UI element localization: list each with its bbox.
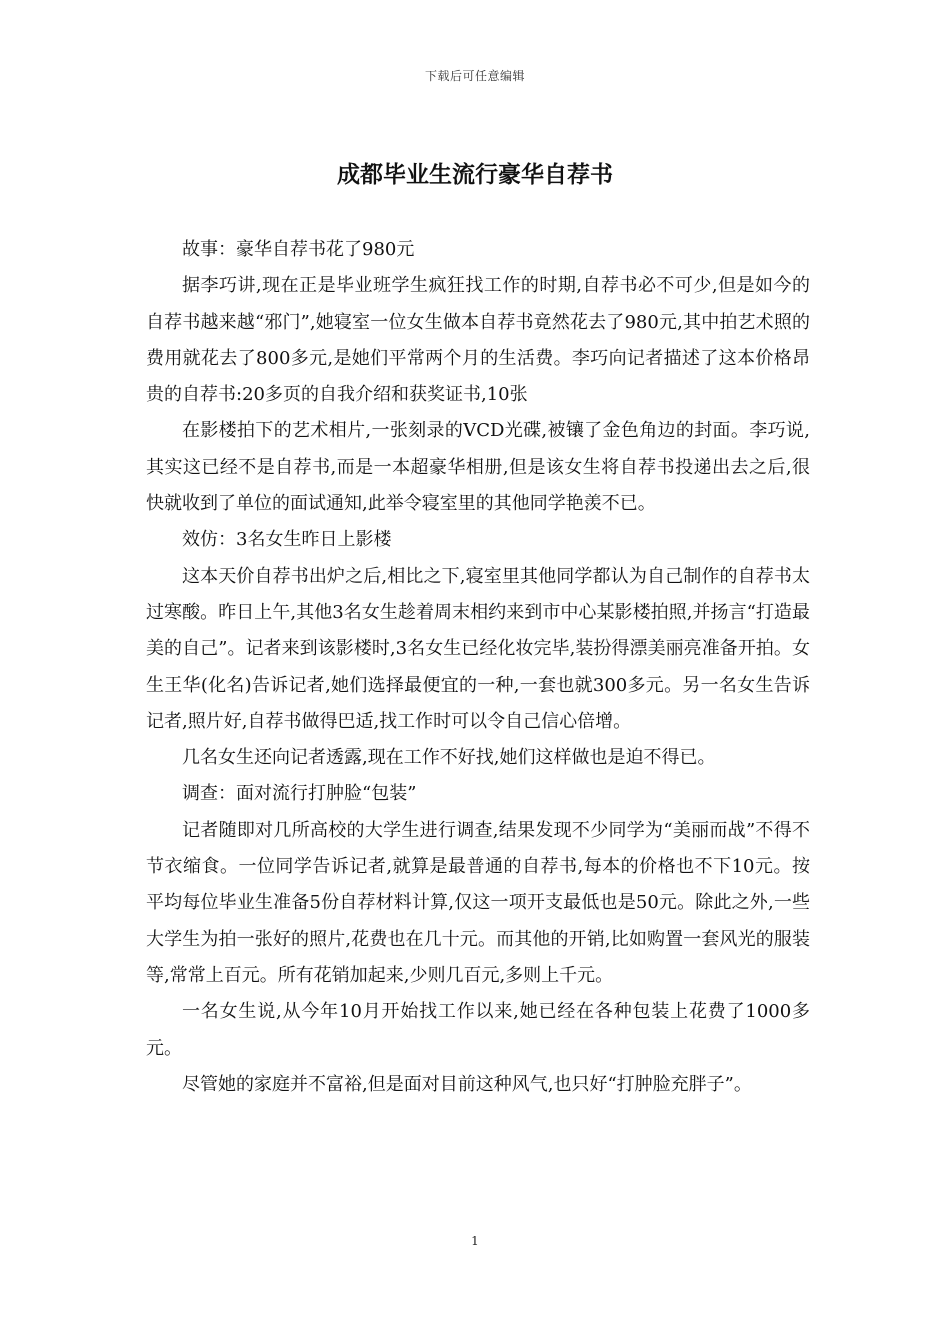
- document-title: 成都毕业生流行豪华自荐书: [337, 162, 613, 188]
- paragraph: 记者随即对几所高校的大学生进行调查,结果发现不少同学为“美丽而战”不得不节衣缩食。一位同学告诉记者,就算是最普通的自荐书,每本的价格也不下10元。按平均每位毕业生准备5份自荐材料计算,仅这一项开支最低也是50元。除此之外,一些大学生为拍一张好的照片,花费也在几十元。而其他的开销,比如购置一套风光的服装等,常常上百元。所有花销加起来,少则几百元,多则上千元。: [146, 819, 810, 986]
- paragraph: 据李巧讲,现在正是毕业班学生疯狂找工作的时期,自荐书必不可少,但是如今的自荐书越来越“邪门”,她寝室一位女生做本自荐书竟然花去了980元,其中拍艺术照的费用就花去了800多元,是她们平常两个月的生活费。李巧向记者描述了这本价格昂贵的自荐书:20多页的自我介绍和获奖证书,10张: [146, 275, 810, 406]
- paragraph: 这本天价自荐书出炉之后,相比之下,寝室里其他同学都认为自己制作的自荐书太过寒酸。昨日上午,其他3名女生趁着周末相约来到市中心某影楼拍照,并扬言“打造最美的自己”。记者来到该影楼时,3名女生已经化妆完毕,装扮得漂美丽亮准备开拍。女生王华(化名)告诉记者,她们选择最便宜的一种,一套也就300多元。另一名女生告诉记者,照片好,自荐书做得巴适,找工作时可以令自己信心倍增。: [146, 565, 810, 732]
- paragraph: 几名女生还向记者透露,现在工作不好找,她们这样做也是迫不得已。: [182, 747, 716, 769]
- paragraph: 尽管她的家庭并不富裕,但是面对目前这种风气,也只好“打肿脸充胖子”。: [182, 1073, 752, 1095]
- section-heading-survey: 调查：面对流行打肿脸“包装”: [182, 783, 417, 805]
- header-note: 下载后可任意编辑: [424, 69, 525, 83]
- paragraph: 一名女生说,从今年10月开始找工作以来,她已经在各种包装上花费了1000多元。: [146, 1001, 810, 1059]
- paragraph: 在影楼拍下的艺术相片,一张刻录的VCD光碟,被镶了金色角边的封面。李巧说,其实这已经不是自荐书,而是一本超豪华相册,但是该女生将自荐书投递出去之后,很快就收到了单位的面试通知,此举令寝室里的其他同学艳羡不已。: [146, 420, 810, 515]
- section-heading-story: 故事：豪华自荐书花了980元: [182, 239, 415, 260]
- section-heading-imitation: 效仿：3名女生昨日上影楼: [182, 529, 392, 551]
- page-number: 1: [471, 1234, 479, 1248]
- document-body: [146, 232, 810, 1103]
